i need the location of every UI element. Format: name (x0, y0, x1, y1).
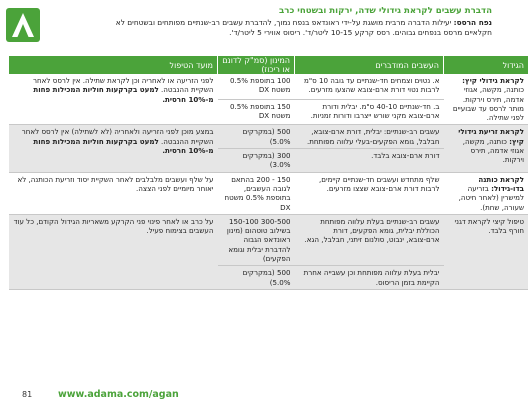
weeds-cell: עשבים רב-שנתיים: יבלית, דורת ארם-צובא, חבלבל, גומא הפקעים-בעלי עלווה מפותחת. (295, 125, 444, 149)
crop-cell: לקראת כותנה בדו-גידול: בזריעה למישרין (לאחר חיטה, שעורה, שחת). (444, 172, 528, 214)
intro-paragraph (44, 18, 492, 28)
crop-cell: לקראת גידולי קיץ: כותנה, מקשה, אגוזי אדמה, תירס וירקות. מותר לרסס עד שבועיים לפני שתילה. (444, 74, 528, 125)
dose-cell: 300 (במקרקים 3.0%) (218, 149, 295, 173)
weeds-cell: א. נטוים וצמחים חד-שנתיים עד גובה 10 ס"מ לרבות נטוי דורת ארם-צובא שהצעו מזרעים. (295, 74, 444, 99)
crop-cell: טיפול קיצי לקראת דגני חורף בלבד. (444, 214, 528, 289)
timing-cell: על כרב או לאחר פינוי פני הקרקע משאריות הגידול הקודם, כל עוד העשבים בצימוח פעיל. (9, 214, 218, 289)
timing-cell: במצע מוכן לפני הזריעה ולאחריה (לא לשתילה) אין לרסס לאחר השקיית ההנבטה. למעט בקרקעות חוליות המכילות פחות מ-10% חרסית. (9, 125, 218, 172)
table-row (9, 214, 528, 265)
table-header-row (9, 56, 528, 74)
dose-cell: 500 (במקרקים 5.0%) (218, 266, 295, 290)
page-header (44, 6, 492, 38)
timing-cell: על שלף ועשבים מלבלבים לאחר השקיית יסוד וזריעת הכותנה, לא יאוחר מיומיים לפני הצצה. (9, 172, 218, 214)
page-footer (0, 389, 500, 405)
dose-cell: 100 בתוספת 0.5% משטח DX (218, 74, 295, 99)
table-row (9, 125, 528, 149)
intro-bold-label: נפח הרסס: (453, 18, 492, 27)
column-header-weeds: העשבים המודברים (295, 56, 444, 74)
intro-text: יעילות הדברה מרבית מושגת על-ידי ראונדאפ בנפח נמוך, להדברת עשבים רב-שנתיים מפותחים ובשטחים לא (115, 18, 454, 27)
column-header-dose: המינון (סמ"ק לדונם או ריכוז) (218, 56, 295, 74)
dose-cell: 150 בתוספת 0.5% משטח DX (218, 99, 295, 125)
page-title: הדברת עשבים לקראת גידולי שדה, ירקות ובשטחי כרב (279, 6, 492, 16)
weeds-cell: שלף מתחדש ועשבים חד-שנתיים קיימים, לרבות דורת ארם-צובא שצצו מזרעים. (295, 172, 444, 214)
intro-line-2: חקלאיים מרסס בנפחים גבוהים. רסס קרקע 10-15 ליטר/ד'. ריסוס אווירי 5 ליטר/ד'. (229, 28, 492, 37)
column-header-crop: הגידול (444, 56, 528, 74)
page-number: 81 (22, 390, 33, 399)
website-link[interactable]: www.adama.com/agan (58, 389, 179, 400)
weeds-cell: ב. חד-שנתיים 40-10 ס"מ. יבלית ודורת ארם-צובא מקני שורש ייצרבו ודורות זמניות. (295, 99, 444, 125)
table-row (9, 172, 528, 214)
timing-cell: לפני הזריעה או לאחריה וכן לקראת שתילה. אין לרסס לאחר השקיית ההנבטה. למעט בקרקעות חוליות המכילות פחות מ-10% חרסית. (9, 74, 218, 125)
dose-cell: 300-500 150-100 בשילוב טוטהום (מינון ראונדאפ הגבוה להדברת יבלית וגומא הפקעים) (218, 214, 295, 265)
weeds-cell: דורת ארם-צובא בלבד. (295, 149, 444, 173)
herbicide-table (8, 56, 528, 290)
crop-cell: לקראת זריעת גידולי קיץ: כותנה, מקשה, אגוזי אדמה, תירס וירקות. (444, 125, 528, 172)
column-header-timing: מועד הטיפול (9, 56, 218, 74)
dose-cell: 150 - 200 בהתאם לגובה העשבים, בתוספת 0.5% משטח DX (218, 172, 295, 214)
adama-logo-icon (6, 8, 40, 42)
table-row (9, 74, 528, 99)
weeds-cell: יבלית בעלת עלווה מפותחת וכן עשבייה אחרת הקיימת בזמן הריסוס. (295, 266, 444, 290)
dose-cell: 500 (במקרקים 5.0%) (218, 125, 295, 149)
weeds-cell: עשבים רב-שנתיים בעלת עלווה מפותחת הכוללת יבלית, גומא הפקעים, דורת ארם-צובא, ינבוט, סולנום זיתני, חבלבל, הגא. (295, 214, 444, 265)
